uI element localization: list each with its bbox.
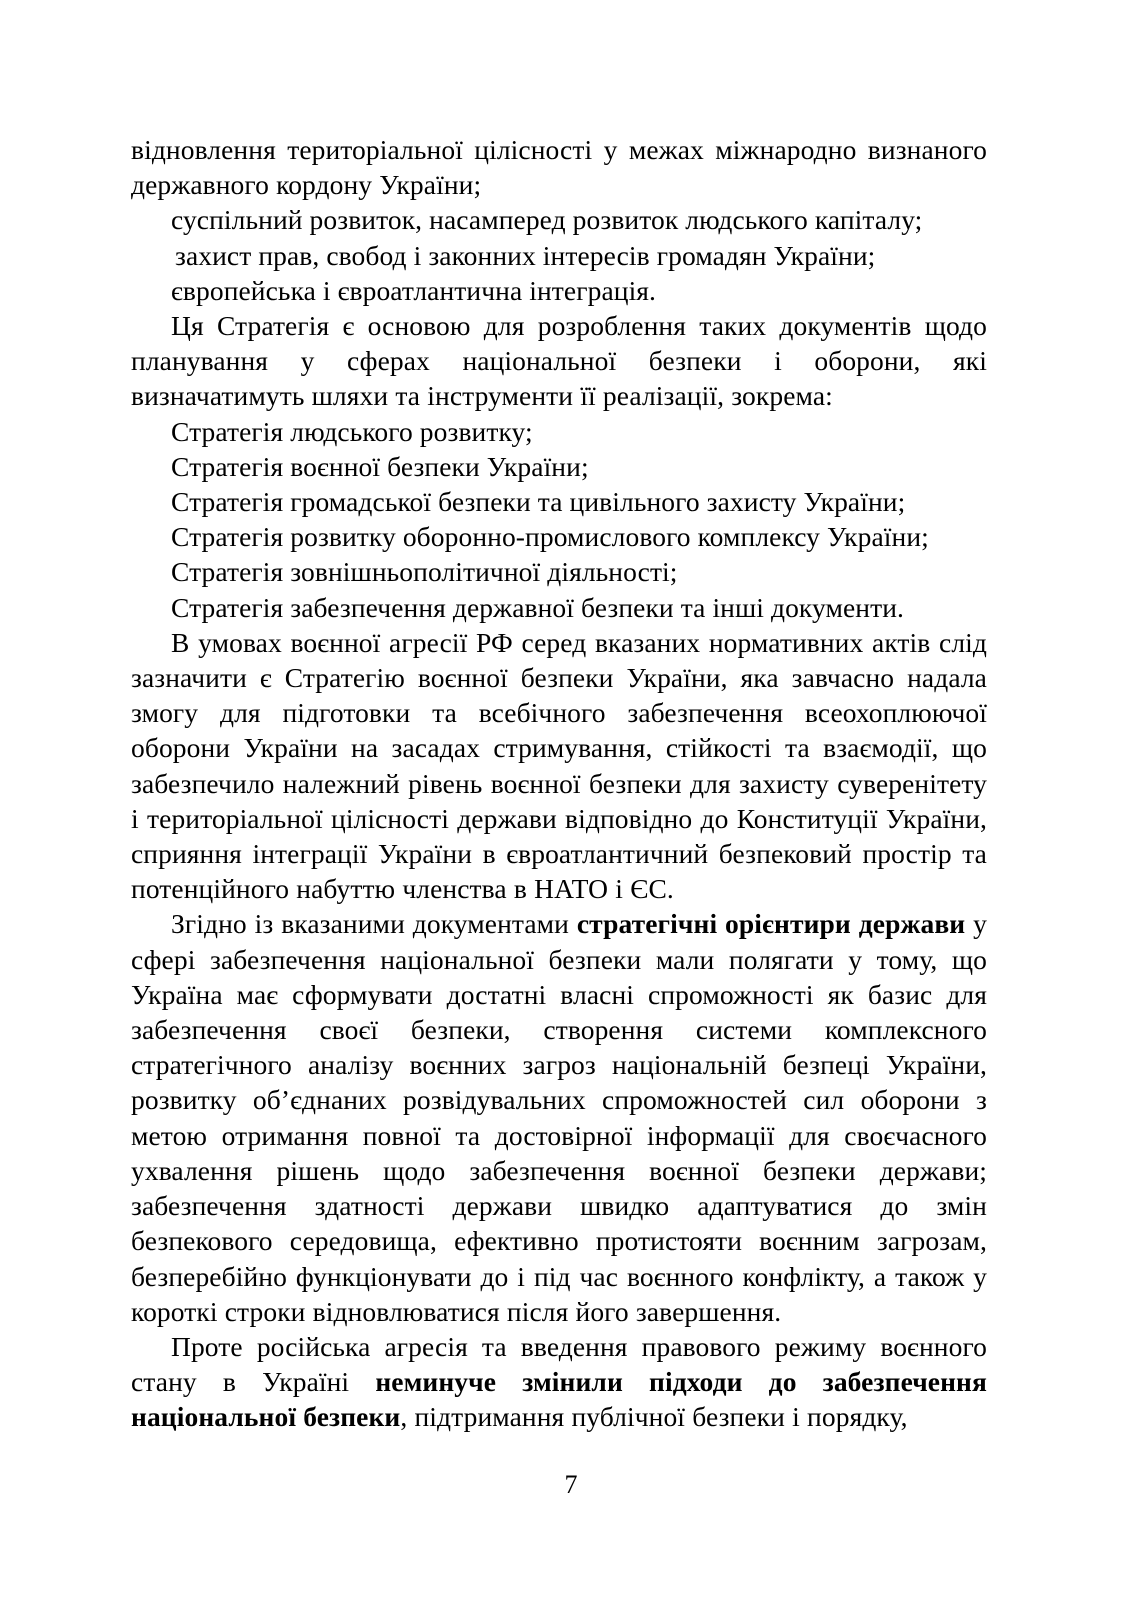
text-run: у сфері забезпечення національної безпеки мали полягати у тому, що Україна має сформувати достатні власні спроможності як базис для забезпечення своєї безпеки, створення системи комплексного стратегічного аналізу воєнних загроз національній безпеці України, розвитку об’єднаних розвідувальних спроможностей сил оборони з метою отримання повної та достовірної інформації для своєчасного ухвалення рішень щодо забезпечення воєнної безпеки держави; забезпечення здатності держави швидко адаптуватися до змін безпекового середовища, ефективно протистояти воєнним загрозам, безперебійно функціонувати до і під час воєнного конфлікту, а також у короткі строки відновлюватися після його завершення. [131, 908, 987, 1327]
list-item-strategy-foreign-policy: Стратегія зовнішньополітичної діяльності; [171, 556, 678, 588]
list-item-strategy-state-security: Стратегія забезпечення державної безпеки та інші документи. [171, 591, 905, 623]
list-item-social-development: суспільний розвиток, насамперед розвиток людського капіталу; [171, 204, 923, 236]
paragraph-strategy-basis: Ця Стратегія є основою для розроблення таких документів щодо планування у сферах національної безпеки і оборони, які визначатимуть шляхи та інструменти її реалізації, зокрема: [131, 310, 987, 412]
paragraph-strategic-guidelines [131, 906, 987, 1328]
paragraph-military-aggression: В умовах воєнної агресії РФ серед вказаних нормативних актів слід зазначити є Стратегію воєнної безпеки України, яка завчасно надала змогу для підготовки та всебічного забезпечення всеохоплюючої оборони України на засадах стримування, стійкості та взаємодії, що забезпечило належний рівень воєнної безпеки для захисту суверенітету і територіальної цілісності держави відповідно до Конституції України, сприяння інтеграції України в євроатлантичний безпековий простір та потенційного набуттю членства в НАТО і ЄС. [131, 626, 987, 905]
text-run: , підтримання публічної безпеки і порядку, [400, 1401, 908, 1433]
emphasis-run: стратегічні орієнтири держави [576, 908, 966, 940]
page-number: 7 [564, 1470, 578, 1499]
list-item-strategy-military-security: Стратегія воєнної безпеки України; [171, 450, 589, 482]
emphasis-run: неминуче змінили підходи до забезпечення національної безпеки [131, 1366, 987, 1433]
body-text-column [131, 132, 987, 1435]
text-run: Згідно із вказаними документами [171, 908, 577, 940]
list-item-strategy-public-security: Стратегія громадської безпеки та цивільного захисту України; [171, 486, 906, 518]
paragraph-martial-law-changes [131, 1329, 987, 1435]
list-item-rights-protection: захист прав, свобод і законних інтересів громадян України; [175, 239, 876, 271]
list-item-strategy-defence-industry: Стратегія розвитку оборонно-промислового комплексу України; [171, 521, 929, 553]
list-item-european-integration: європейська і євроатлантична інтеграція. [171, 274, 657, 306]
paragraph-territorial-integrity: відновлення територіальної цілісності у межах міжнародно визнаного державного кордону України; [131, 134, 987, 201]
list-item-strategy-human-development: Стратегія людського розвитку; [171, 415, 533, 447]
text-run: Проте російська агресія та введення правового режиму воєнного стану в Україні [131, 1330, 987, 1398]
